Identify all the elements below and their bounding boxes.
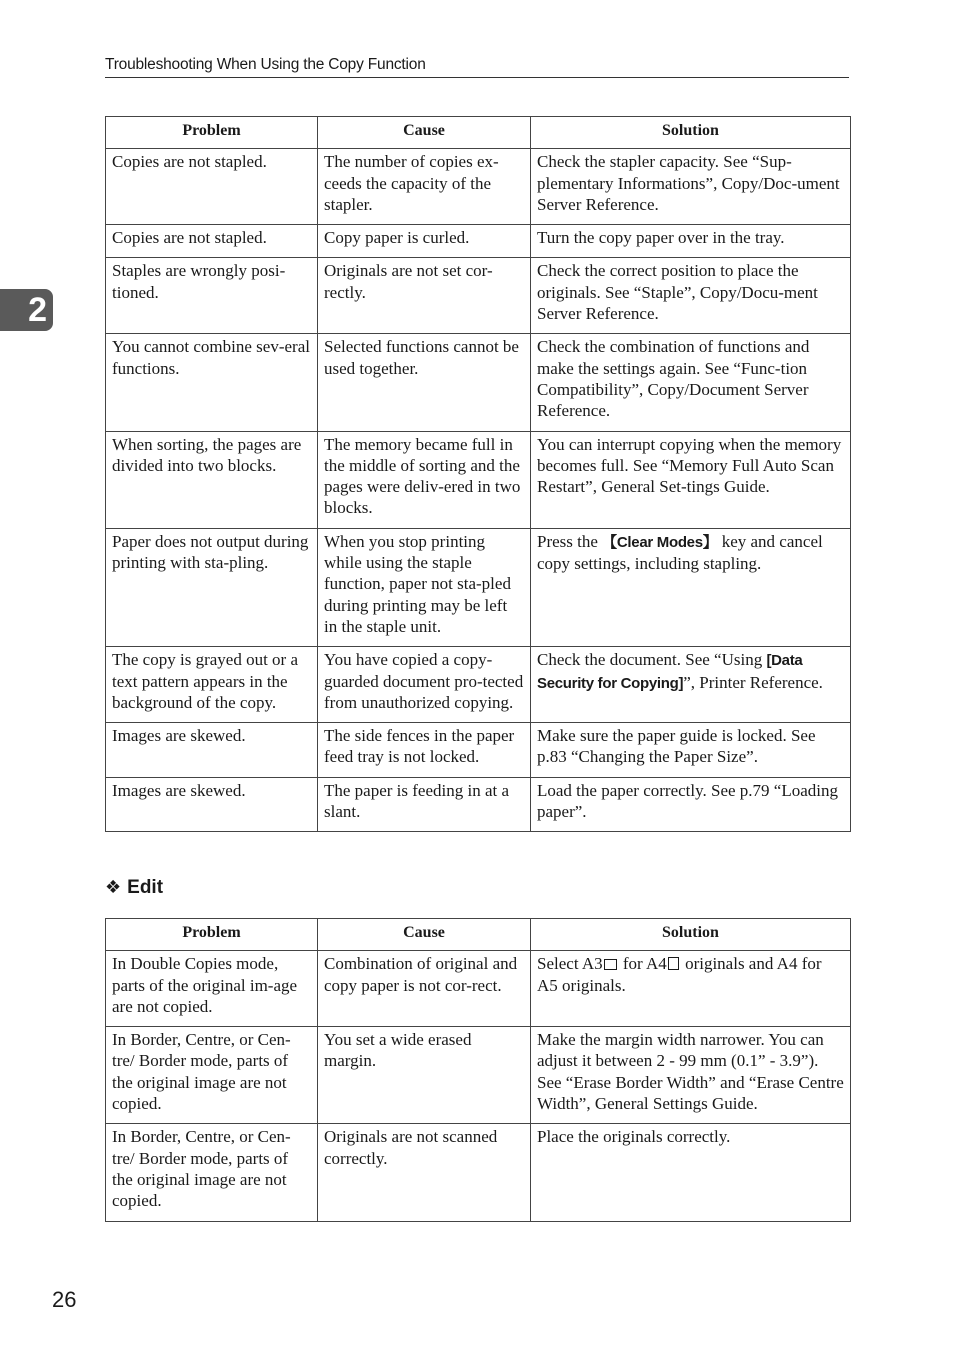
problem-cell: Paper does not output during printing with sta-pling. — [106, 528, 318, 646]
chapter-tab: 2 — [0, 289, 53, 331]
column-header-cause: Cause — [318, 117, 531, 149]
solution-cell: Make sure the paper guide is locked. See p.83 “Changing the Paper Size”. — [531, 723, 851, 778]
cause-cell: The side fences in the paper feed tray is not locked. — [318, 723, 531, 778]
column-header-problem: Problem — [106, 919, 318, 951]
clear-modes-key-label: 【Clear Modes】 — [602, 533, 718, 551]
cause-cell: When you stop printing while using the staple function, paper not sta-pled during printing may be left in the staple unit. — [318, 528, 531, 646]
table-row — [106, 149, 851, 225]
cause-cell: You set a wide erased margin. — [318, 1027, 531, 1124]
table-row — [106, 1124, 851, 1221]
solution-cell — [531, 951, 851, 1027]
table-row — [106, 647, 851, 723]
data-security-key-label: [Data Security for Copying] — [537, 652, 803, 692]
column-header-solution: Solution — [531, 117, 851, 149]
solution-text: Select A3 — [537, 954, 603, 974]
solution-cell: Check the combination of functions and make the settings again. See “Func-tion Compatibility”, Copy/Document Server Reference. — [531, 334, 851, 431]
table-header-row — [106, 117, 851, 149]
solution-text: key and cancel copy settings, including stapling. — [537, 531, 823, 574]
column-header-cause: Cause — [318, 919, 531, 951]
solution-cell: Make the margin width narrower. You can adjust it between 2 - 99 mm (0.1” - 3.9”). See “Erase Border Width” and “Erase Centre Width”, General Settings Guide. — [531, 1027, 851, 1124]
problem-cell: Copies are not stapled. — [106, 225, 318, 258]
table-row — [106, 1027, 851, 1124]
problem-cell: Copies are not stapled. — [106, 149, 318, 225]
solution-cell — [531, 528, 851, 646]
portrait-orientation-icon — [668, 957, 679, 970]
running-header: Troubleshooting When Using the Copy Function — [105, 56, 849, 78]
problem-cell: In Border, Centre, or Cen-tre/ Border mode, parts of the original image are not copied. — [106, 1027, 318, 1124]
cause-cell: Originals are not set cor-rectly. — [318, 258, 531, 334]
diamond-bullet-icon: ❖ — [105, 877, 122, 897]
solution-cell — [531, 647, 851, 723]
problem-cell: In Double Copies mode, parts of the original im-age are not copied. — [106, 951, 318, 1027]
section-heading-edit — [105, 877, 163, 899]
problem-cell: Staples are wrongly posi-tioned. — [106, 258, 318, 334]
problem-cell: Images are skewed. — [106, 777, 318, 832]
column-header-solution: Solution — [531, 919, 851, 951]
solution-cell: Check the correct position to place the originals. See “Staple”, Copy/Docu-ment Server Reference. — [531, 258, 851, 334]
cause-cell: Selected functions cannot be used together. — [318, 334, 531, 431]
troubleshooting-table-staple — [105, 116, 851, 832]
cause-cell: Combination of original and copy paper is not cor-rect. — [318, 951, 531, 1027]
table-row — [106, 258, 851, 334]
solution-text: Check the document. See “Using — [537, 650, 767, 670]
table-row — [106, 777, 851, 832]
problem-cell: You cannot combine sev-eral functions. — [106, 334, 318, 431]
cause-cell: The memory became full in the middle of sorting and the pages were deliv-ered in two blocks. — [318, 431, 531, 528]
table-row — [106, 225, 851, 258]
column-header-problem: Problem — [106, 117, 318, 149]
problem-cell: Images are skewed. — [106, 723, 318, 778]
problem-cell: The copy is grayed out or a text pattern appears in the background of the copy. — [106, 647, 318, 723]
solution-text: originals and A4 for A5 originals. — [537, 954, 822, 995]
solution-cell: Check the stapler capacity. See “Sup-plementary Informations”, Copy/Doc-ument Server Reference. — [531, 149, 851, 225]
problem-cell: In Border, Centre, or Cen-tre/ Border mode, parts of the original image are not copied. — [106, 1124, 318, 1221]
troubleshooting-table-edit — [105, 918, 851, 1222]
solution-cell: Place the originals correctly. — [531, 1124, 851, 1221]
solution-text: for A4 — [618, 954, 667, 974]
solution-cell: Turn the copy paper over in the tray. — [531, 225, 851, 258]
table-row — [106, 334, 851, 431]
solution-text: ”, Printer Reference. — [683, 672, 823, 692]
cause-cell: You have copied a copy-guarded document pro-tected from unauthorized copying. — [318, 647, 531, 723]
cause-cell: The paper is feeding in at a slant. — [318, 777, 531, 832]
problem-cell: When sorting, the pages are divided into two blocks. — [106, 431, 318, 528]
table-row — [106, 528, 851, 646]
solution-text: Press the — [537, 531, 603, 551]
section-heading-label: Edit — [127, 877, 164, 898]
solution-cell: You can interrupt copying when the memory becomes full. See “Memory Full Auto Scan Restart”, General Set-tings Guide. — [531, 431, 851, 528]
table-row — [106, 431, 851, 528]
cause-cell: Copy paper is curled. — [318, 225, 531, 258]
table-row — [106, 951, 851, 1027]
table-row — [106, 723, 851, 778]
solution-cell: Load the paper correctly. See p.79 “Loading paper”. — [531, 777, 851, 832]
cause-cell: Originals are not scanned correctly. — [318, 1124, 531, 1221]
landscape-orientation-icon — [604, 959, 617, 970]
cause-cell: The number of copies ex-ceeds the capacity of the stapler. — [318, 149, 531, 225]
table-header-row — [106, 919, 851, 951]
page-number: 26 — [52, 1287, 77, 1312]
